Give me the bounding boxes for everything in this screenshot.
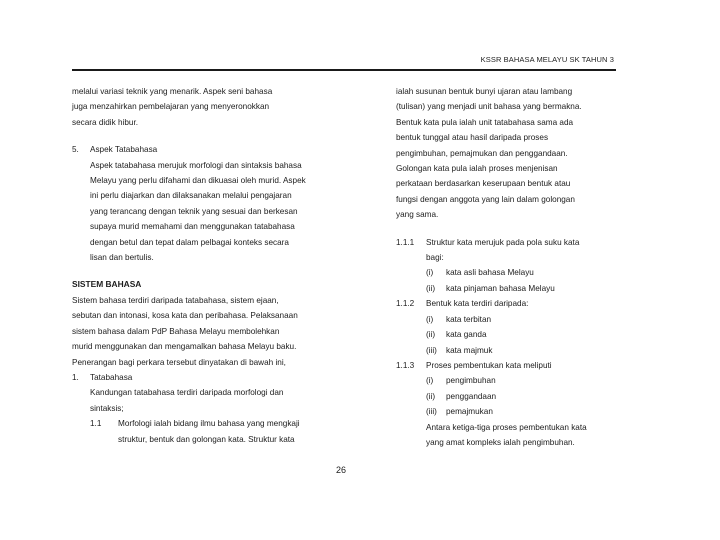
list-item bbox=[426, 327, 614, 342]
item-number: 1. bbox=[72, 372, 79, 382]
text-line: Bentuk kata pula ialah unit tatabahasa sama ada bbox=[396, 117, 574, 127]
text-line: sintaksis; bbox=[90, 403, 124, 413]
item-1-1 bbox=[90, 416, 334, 447]
list-item bbox=[426, 343, 614, 358]
item-1-1-2 bbox=[396, 296, 614, 358]
list-item bbox=[426, 373, 614, 388]
text-line: sebutan dan intonasi, kosa kata dan peribahasa. Pelaksanaan bbox=[72, 311, 298, 321]
text-line: Proses pembentukan kata meliputi bbox=[426, 360, 552, 370]
text-line: perkataan berdasarkan keserupaan bentuk atau bbox=[396, 179, 571, 189]
item-number: 5. bbox=[72, 145, 79, 155]
item-1 bbox=[72, 370, 334, 447]
roman-numeral: (i) bbox=[426, 314, 434, 324]
text-line: Aspek tatabahasa merujuk morfologi dan sintaksis bahasa bbox=[90, 160, 302, 170]
list-text: kata ganda bbox=[446, 330, 487, 340]
page-number: 26 bbox=[336, 465, 347, 475]
roman-numeral: (ii) bbox=[426, 391, 436, 401]
text-line: fungsi dengan anggota yang lain dalam golongan bbox=[396, 194, 575, 204]
text-line: Struktur kata merujuk pada pola suku kata bbox=[426, 237, 580, 247]
item-number: 1.1.1 bbox=[396, 237, 415, 247]
text-line: yang sama. bbox=[396, 210, 439, 220]
text-line: ini perlu diajarkan dan dilaksanakan melalui pengajaran bbox=[90, 191, 292, 201]
item-title: Tatabahasa bbox=[90, 372, 133, 382]
roman-numeral: (iii) bbox=[426, 345, 437, 355]
text-line: pengimbuhan, pemajmukan dan penggandaan. bbox=[396, 148, 568, 158]
text-line: bagi: bbox=[426, 253, 444, 263]
right-column bbox=[396, 84, 614, 450]
item-1-1-3 bbox=[396, 358, 614, 450]
text-line: yang amat kompleks ialah pengimbuhan. bbox=[426, 437, 575, 447]
list-text: pemajmukan bbox=[446, 407, 493, 417]
left-column bbox=[72, 84, 334, 447]
text-line: secara didik hibur. bbox=[72, 117, 138, 127]
text-line: Penerangan bagi perkara tersebut dinyatakan di bawah ini, bbox=[72, 357, 286, 367]
item-number: 1.1.2 bbox=[396, 299, 415, 309]
header-rule bbox=[72, 69, 616, 71]
left-intro-paragraph bbox=[72, 84, 334, 130]
text-line: Melayu yang perlu difahami dan dikuasai oleh murid. Aspek bbox=[90, 176, 306, 186]
list-item bbox=[426, 312, 614, 327]
section-heading: SISTEM BAHASA bbox=[72, 279, 142, 290]
text-line: Sistem bahasa terdiri daripada tatabahasa, sistem ejaan, bbox=[72, 295, 279, 305]
roman-numeral: (ii) bbox=[426, 283, 436, 293]
text-line: juga menzahirkan pembelajaran yang menyeronokkan bbox=[72, 102, 270, 112]
roman-numeral: (i) bbox=[426, 268, 434, 278]
roman-numeral: (iii) bbox=[426, 407, 437, 417]
list-item bbox=[426, 281, 614, 296]
text-line: ialah susunan bentuk bunyi ujaran atau lambang bbox=[396, 87, 573, 96]
list-text: kata terbitan bbox=[446, 314, 492, 324]
text-line: murid menggunakan dan mengamalkan bahasa Melayu baku. bbox=[72, 342, 297, 352]
text-line: Kandungan tatabahasa terdiri daripada morfologi dan bbox=[90, 388, 284, 398]
item-number: 1.1.3 bbox=[396, 360, 415, 370]
item-5 bbox=[72, 142, 334, 265]
text-line: struktur, bentuk dan golongan kata. Struktur kata bbox=[118, 434, 295, 444]
text-line: lisan dan bertulis. bbox=[90, 253, 154, 263]
text-line: (tulisan) yang menjadi unit bahasa yang bermakna. bbox=[396, 102, 582, 112]
roman-numeral: (i) bbox=[426, 376, 434, 386]
text-line: Morfologi ialah bidang ilmu bahasa yang mengkaji bbox=[118, 419, 300, 429]
list-text: kata majmuk bbox=[446, 345, 493, 355]
item-number: 1.1 bbox=[90, 419, 102, 429]
text-line: supaya murid memahami dan menggunakan tatabahasa bbox=[90, 222, 295, 232]
text-line: Bentuk kata terdiri daripada: bbox=[426, 299, 529, 309]
item-title: Aspek Tatabahasa bbox=[90, 145, 158, 155]
text-line: dengan betul dan tepat dalam pelbagai konteks secara bbox=[90, 237, 289, 247]
text-line: Antara ketiga-tiga proses pembentukan kata bbox=[426, 422, 587, 432]
list-text: kata asli bahasa Melayu bbox=[446, 268, 534, 278]
item-1-1-1 bbox=[396, 235, 614, 297]
list-text: penggandaan bbox=[446, 391, 497, 401]
text-line: melalui variasi teknik yang menarik. Aspek seni bahasa bbox=[72, 87, 273, 96]
list-item bbox=[426, 389, 614, 404]
list-item bbox=[426, 265, 614, 280]
right-intro-paragraph bbox=[396, 84, 614, 223]
sistem-paragraph bbox=[72, 293, 334, 370]
text-line: Golongan kata pula ialah proses menjenisan bbox=[396, 164, 558, 174]
text-line: yang terancang dengan teknik yang sesuai dan berkesan bbox=[90, 206, 298, 216]
text-line: sistem bahasa dalam PdP Bahasa Melayu membolehkan bbox=[72, 326, 280, 336]
list-text: kata pinjaman bahasa Melayu bbox=[446, 283, 555, 293]
roman-numeral: (ii) bbox=[426, 330, 436, 340]
list-text: pengimbuhan bbox=[446, 376, 496, 386]
list-item bbox=[426, 404, 614, 419]
running-header: KSSR BAHASA MELAYU SK TAHUN 3 bbox=[480, 55, 614, 64]
text-line: bentuk tunggal atau hasil daripada proses bbox=[396, 133, 549, 143]
